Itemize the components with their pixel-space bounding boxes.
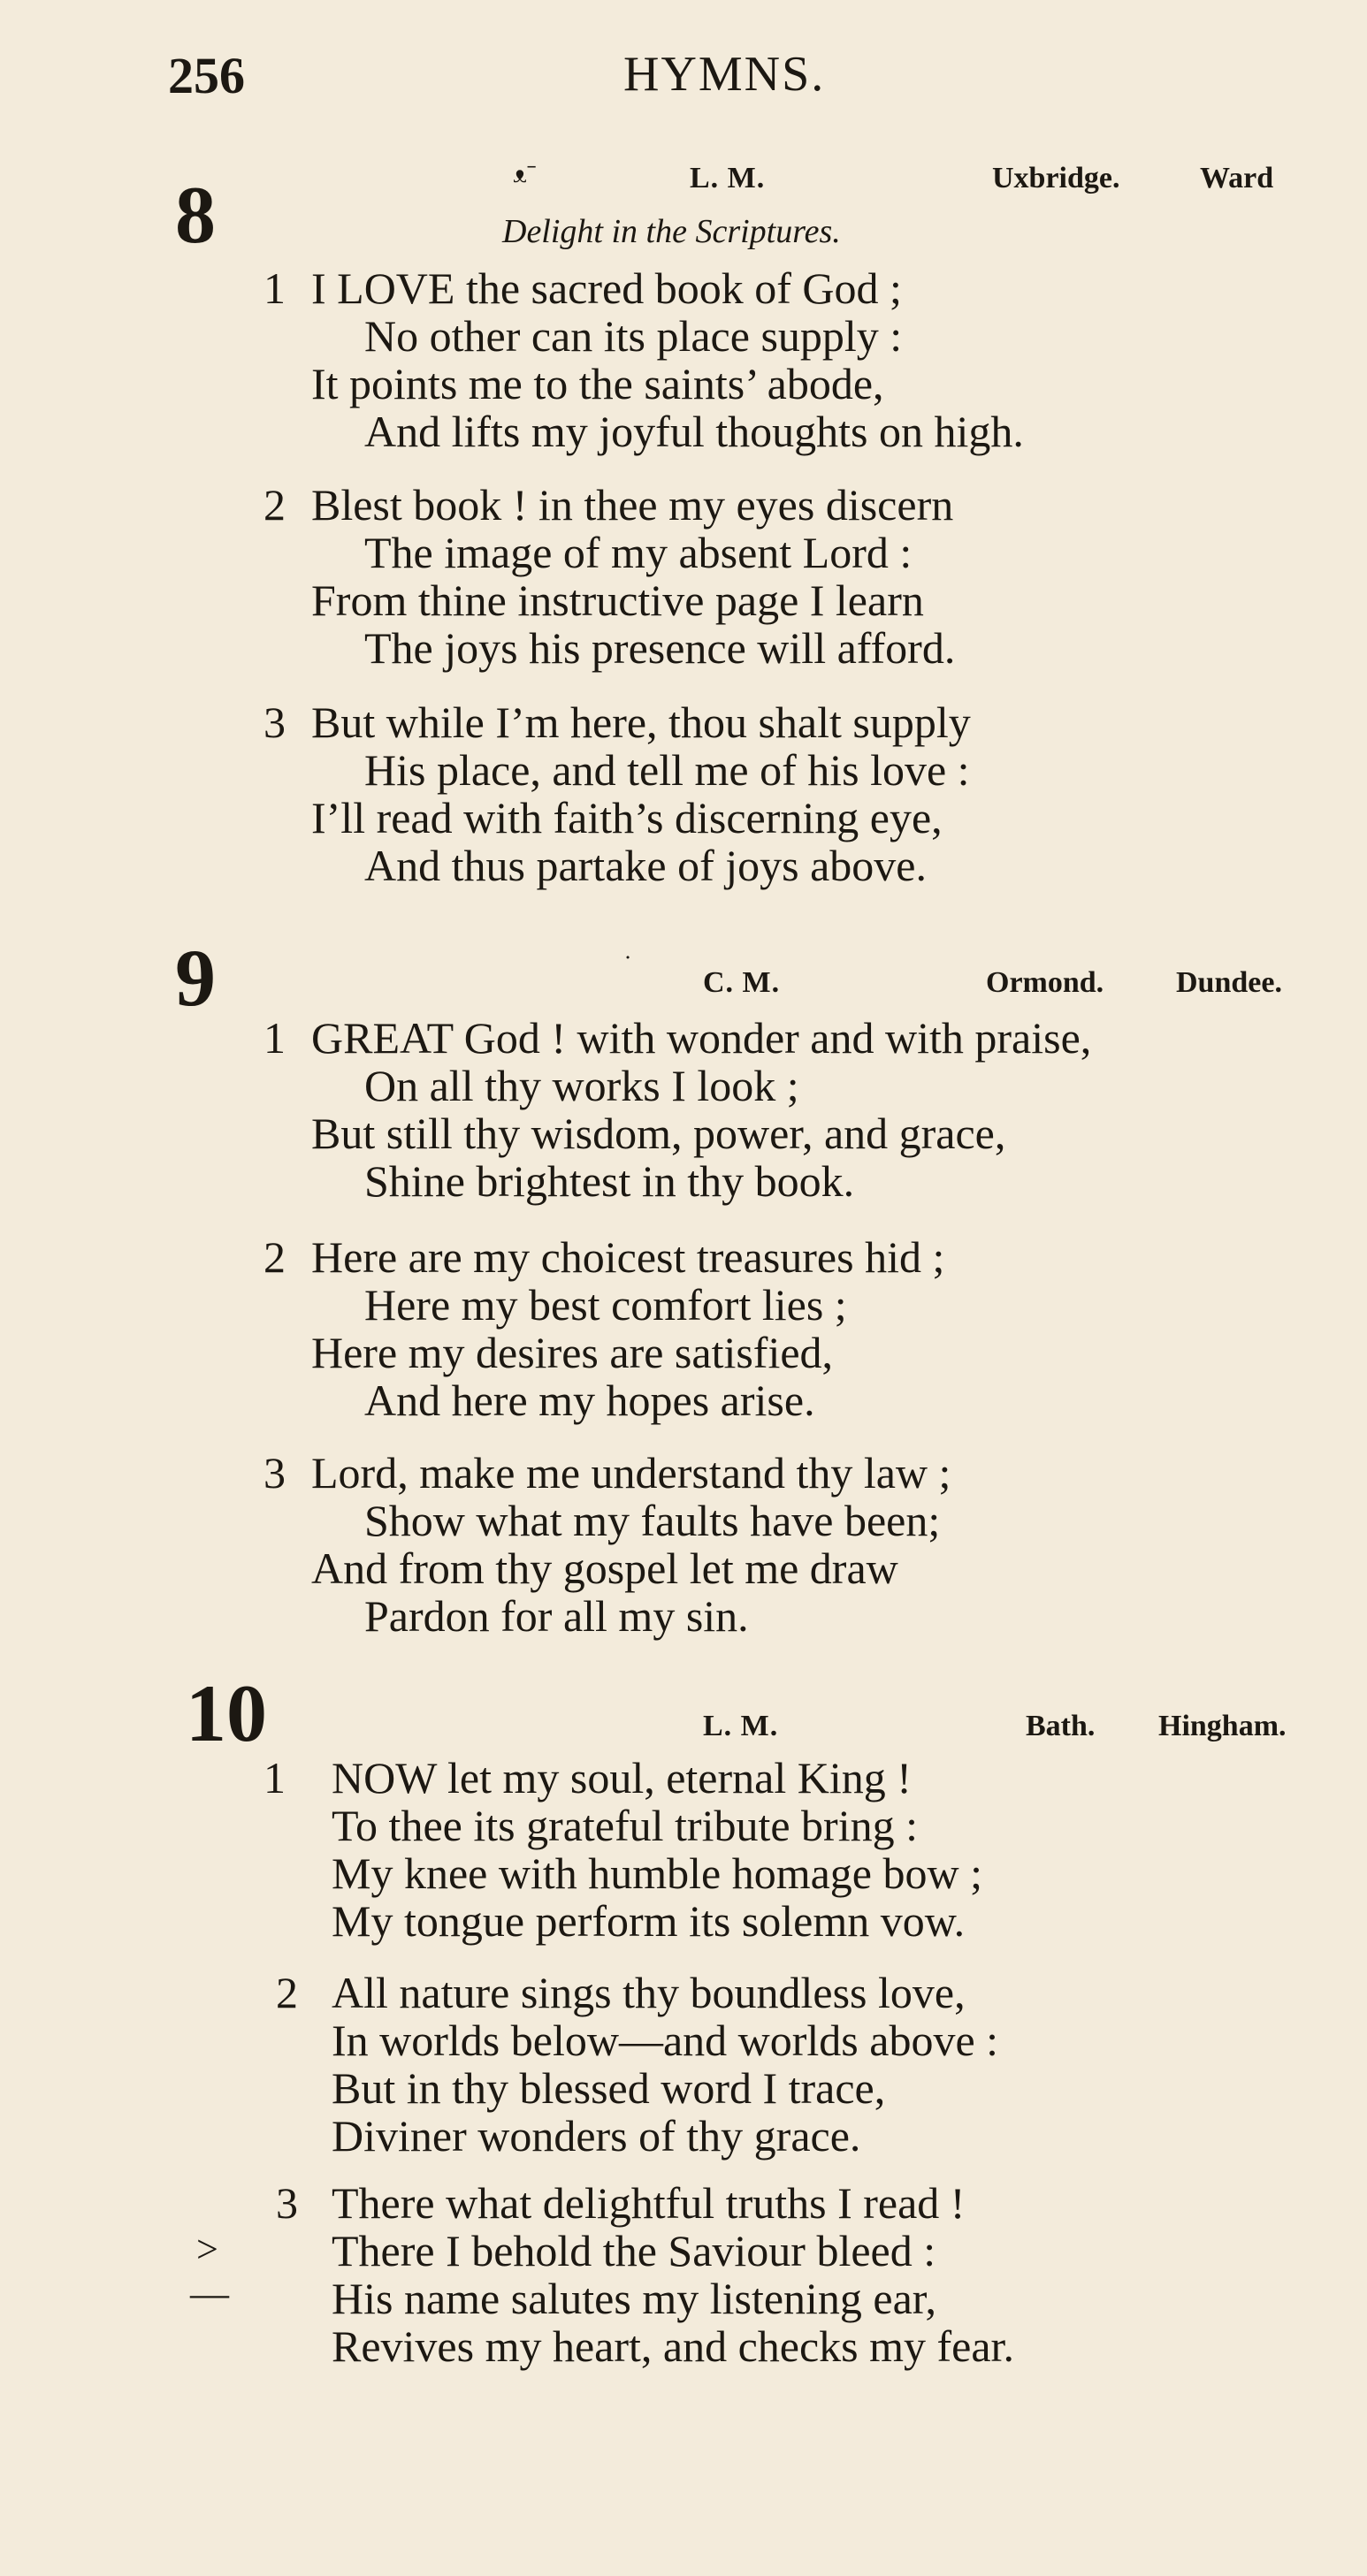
verse-number: 2 xyxy=(263,480,286,530)
verse-line: To thee its grateful tribute bring : xyxy=(332,1801,918,1850)
tune-name: Ward xyxy=(1200,162,1274,194)
verse-line: The joys his presence will afford. xyxy=(364,623,956,673)
verse-number: 2 xyxy=(276,1968,298,2017)
verse-line: But still thy wisdom, power, and grace, xyxy=(311,1109,1006,1158)
hymn-number: 8 xyxy=(175,170,216,260)
hymn-number: 10 xyxy=(186,1668,267,1758)
verse-line: His name salutes my listening ear, xyxy=(332,2274,936,2323)
page-header xyxy=(168,46,1317,108)
verse-number: 1 xyxy=(263,1753,286,1802)
verse-line: Revives my heart, and checks my fear. xyxy=(332,2321,1014,2371)
verse-line: Here my desires are satisfied, xyxy=(311,1328,834,1377)
meter: L. M. xyxy=(690,162,766,194)
verse-line: On all thy works I look ; xyxy=(364,1061,799,1110)
page-number: 256 xyxy=(168,47,245,104)
verse-line: Shine brightest in thy book. xyxy=(364,1156,855,1206)
verse-line: My knee with humble homage bow ; xyxy=(332,1848,982,1898)
verse-line: I’ll read with faith’s discerning eye, xyxy=(311,793,943,842)
verse-line: My tongue perform its solemn vow. xyxy=(332,1896,966,1946)
verse-number: 3 xyxy=(276,2178,298,2228)
verse-number: 1 xyxy=(263,1013,286,1063)
verse-line: I LOVE the sacred book of God ; xyxy=(311,263,902,313)
tune-name: Ormond. xyxy=(986,966,1104,999)
verse-number: 3 xyxy=(263,697,286,747)
verse-line: NOW let my soul, eternal King ! xyxy=(332,1753,912,1802)
verse-line: But while I’m here, thou shalt supply xyxy=(311,697,971,747)
running-title: HYMNS. xyxy=(623,47,826,102)
verse-line: Here are my choicest treasures hid ; xyxy=(311,1232,945,1282)
verse-number: 2 xyxy=(263,1232,286,1282)
tune-name: Uxbridge. xyxy=(992,162,1120,194)
verse-number: 1 xyxy=(263,263,286,313)
verse-line: Diviner wonders of thy grace. xyxy=(332,2111,861,2161)
verse-number: 3 xyxy=(263,1448,286,1498)
verse-line: And here my hopes arise. xyxy=(364,1376,815,1425)
verse-line: Here my best comfort lies ; xyxy=(364,1280,847,1330)
verse-line: Blest book ! in thee my eyes discern xyxy=(311,480,954,530)
verse-line: There I behold the Saviour bleed : xyxy=(332,2226,936,2275)
verse-line: The image of my absent Lord : xyxy=(364,528,913,577)
ornament-mark: ˙ xyxy=(623,950,632,979)
verse-line: His place, and tell me of his love : xyxy=(364,745,970,795)
hymn-number: 9 xyxy=(175,933,216,1023)
verse-line: And from thy gospel let me draw xyxy=(311,1543,898,1593)
margin-mark: — xyxy=(190,2272,229,2315)
hymn-subtitle: Delight in the Scriptures. xyxy=(502,213,841,250)
verse-line: But in thy blessed word I trace, xyxy=(332,2063,886,2113)
verse-line: And lifts my joyful thoughts on high. xyxy=(364,407,1024,456)
verse-line: In worlds below—and worlds above : xyxy=(332,2016,999,2065)
verse-line: Pardon for all my sin. xyxy=(364,1591,749,1641)
verse-line: It points me to the saints’ abode, xyxy=(311,359,884,408)
verse-line: All nature sings thy boundless love, xyxy=(332,1968,966,2017)
verse-line: There what delightful truths I read ! xyxy=(332,2178,966,2228)
margin-mark: > xyxy=(196,2228,218,2271)
tune-name: Hingham. xyxy=(1158,1710,1287,1742)
verse-line: Lord, make me understand thy law ; xyxy=(311,1448,951,1498)
verse-line: Show what my faults have been; xyxy=(364,1496,941,1545)
verse-line: No other can its place supply : xyxy=(364,311,903,361)
tune-name: Dundee. xyxy=(1176,966,1282,999)
verse-line: And thus partake of joys above. xyxy=(364,841,927,890)
meter: L. M. xyxy=(703,1710,779,1742)
ornament-mark: ᴥˉ xyxy=(513,159,537,188)
verse-line: GREAT God ! with wonder and with praise, xyxy=(311,1013,1092,1063)
tune-name: Bath. xyxy=(1026,1710,1096,1742)
verse-line: From thine instructive page I learn xyxy=(311,575,924,625)
meter: C. M. xyxy=(703,966,781,999)
